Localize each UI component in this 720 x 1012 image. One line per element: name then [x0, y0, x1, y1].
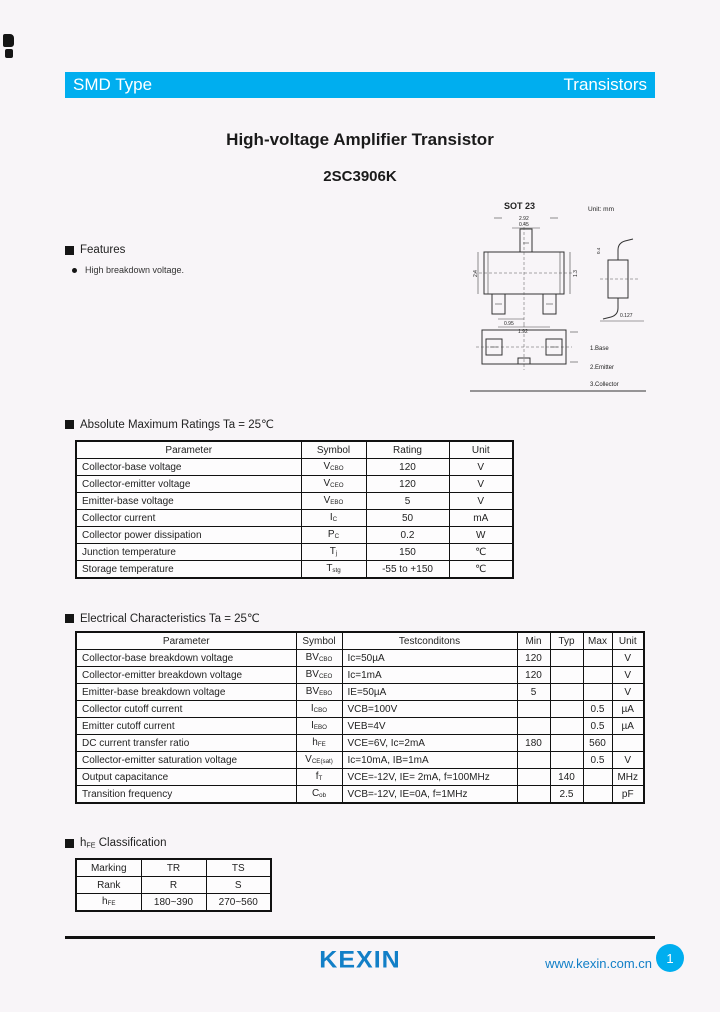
typ-cell — [550, 701, 583, 718]
ec-heading-label: Electrical Characteristics Ta = 25℃ — [80, 613, 260, 625]
symbol-base: BV — [305, 686, 320, 698]
cond-cell: IE=50µA — [342, 684, 517, 701]
pin-label-emitter: 2.Emitter — [590, 365, 615, 371]
rank-s-cell: S — [206, 877, 271, 894]
unit-cell: MHz — [612, 769, 644, 786]
hfe-heading-label: $h_{FE}$ Classification — [80, 837, 167, 850]
dim-label: 1.92 — [518, 329, 528, 335]
symbol-sub: ob — [319, 792, 327, 800]
param-cell: DC current transfer ratio — [76, 735, 296, 752]
symbol-sub: CBO — [318, 656, 333, 664]
marking-ts-cell: TS — [206, 859, 271, 877]
table-row — [76, 769, 644, 786]
ec-header-row — [76, 632, 644, 650]
min-cell: 5 — [517, 684, 550, 701]
dim-label: 0.95 — [504, 321, 514, 327]
rating-cell: 150 — [366, 544, 449, 561]
pin-label-base: 1.Base — [590, 346, 609, 352]
section-square-icon — [65, 614, 74, 623]
dim-label: 1.3 — [573, 270, 579, 277]
param-cell: Collector-emitter breakdown voltage — [76, 667, 296, 684]
symbol-base: I — [329, 512, 333, 524]
symbol-cell — [301, 510, 366, 527]
amr-header-row — [76, 441, 513, 459]
symbol-sub: stg — [332, 567, 341, 575]
dim-label: 2.92 — [519, 216, 529, 222]
symbol-base: V — [323, 461, 331, 473]
param-cell: Collector-emitter saturation voltage — [76, 752, 296, 769]
kexin-logo: KEXIN — [319, 946, 401, 974]
col-header-min: Min — [517, 632, 550, 650]
symbol-sub: T — [318, 775, 323, 783]
hfe-classification-table — [75, 858, 272, 912]
col-header-parameter: Parameter — [76, 441, 301, 459]
min-cell: 120 — [517, 667, 550, 684]
max-cell: 0.5 — [583, 718, 612, 735]
unit-cell: V — [449, 459, 513, 476]
rating-cell: -55 to +150 — [366, 561, 449, 579]
package-unit: Unit: mm — [588, 206, 614, 213]
unit-cell: W — [449, 527, 513, 544]
symbol-sub: CBO — [313, 707, 328, 715]
max-cell: 0.5 — [583, 752, 612, 769]
cond-cell: Ic=10mA, IB=1mA — [342, 752, 517, 769]
symbol-base: BV — [305, 652, 319, 664]
symbol-cell — [301, 527, 366, 544]
symbol-cell — [296, 650, 342, 667]
col-header-symbol: Symbol — [301, 441, 366, 459]
table-row — [76, 527, 513, 544]
unit-cell: ℃ — [449, 544, 513, 561]
param-cell: Emitter-base voltage — [76, 493, 301, 510]
cond-cell: Ic=1mA — [342, 667, 517, 684]
unit-cell: V — [612, 650, 644, 667]
cond-cell: VCB=100V — [342, 701, 517, 718]
page-title: High-voltage Amplifier Transistor — [226, 130, 494, 149]
symbol-sub: FE — [107, 900, 116, 908]
cond-cell: Ic=50µA — [342, 650, 517, 667]
header-left-label: SMD Type — [73, 75, 153, 94]
rating-cell: 120 — [366, 459, 449, 476]
electrical-characteristics-table — [75, 631, 645, 804]
amr-heading — [65, 417, 274, 431]
typ-cell — [550, 752, 583, 769]
col-header-max: Max — [583, 632, 612, 650]
unit-cell: V — [449, 493, 513, 510]
col-header-unit: Unit — [612, 632, 644, 650]
table-row — [76, 510, 513, 527]
unit-cell: V — [612, 752, 644, 769]
table-row — [76, 684, 644, 701]
symbol-cell — [301, 459, 366, 476]
col-header-rating: Rating — [366, 441, 449, 459]
min-cell — [517, 786, 550, 804]
symbol-base: V — [323, 495, 331, 507]
header-band — [65, 72, 655, 98]
symbol-sub: FE — [317, 741, 326, 749]
min-cell — [517, 769, 550, 786]
typ-cell: 2.5 — [550, 786, 583, 804]
scan-artifact — [5, 49, 13, 58]
symbol-sub: EBO — [313, 724, 327, 732]
hfe-label-cell — [76, 894, 141, 912]
cond-cell: VCE=-12V, IE= 2mA, f=100MHz — [342, 769, 517, 786]
max-cell: 560 — [583, 735, 612, 752]
symbol-base: C — [311, 788, 320, 800]
unit-cell: V — [449, 476, 513, 493]
hfe-range-tr-cell: 180~390 — [141, 894, 206, 912]
section-square-icon — [65, 420, 74, 429]
table-row — [76, 476, 513, 493]
symbol-base: BV — [305, 669, 319, 681]
rank-label-cell: Rank — [76, 877, 141, 894]
param-cell: Collector cutoff current — [76, 701, 296, 718]
symbol-sub: C — [332, 516, 338, 524]
table-row — [76, 877, 271, 894]
typ-cell: 140 — [550, 769, 583, 786]
unit-cell: µA — [612, 701, 644, 718]
hfe-heading — [65, 837, 166, 849]
param-cell: Collector current — [76, 510, 301, 527]
symbol-base: T — [329, 546, 336, 558]
table-row — [76, 561, 513, 579]
unit-cell: µA — [612, 718, 644, 735]
feature-item — [72, 265, 184, 275]
unit-cell: mA — [449, 510, 513, 527]
marking-label-cell: Marking — [76, 859, 141, 877]
dim-label: 0.4 — [596, 247, 601, 254]
typ-cell — [550, 667, 583, 684]
max-cell — [583, 786, 612, 804]
param-cell: Storage temperature — [76, 561, 301, 579]
symbol-base: h — [312, 737, 318, 749]
page-number-badge: 1 — [656, 944, 684, 972]
table-row — [76, 735, 644, 752]
param-cell: Collector-emitter voltage — [76, 476, 301, 493]
min-cell: 180 — [517, 735, 550, 752]
sot23-figure — [468, 196, 648, 396]
footer-rule — [65, 936, 655, 939]
table-row — [76, 544, 513, 561]
symbol-cell — [301, 561, 366, 579]
ec-heading — [65, 611, 260, 625]
unit-cell — [612, 735, 644, 752]
package-name: SOT 23 — [504, 201, 536, 211]
unit-cell: V — [612, 667, 644, 684]
symbol-cell — [296, 769, 342, 786]
table-row — [76, 459, 513, 476]
section-square-icon — [65, 839, 74, 848]
part-number: 2SC3906K — [323, 168, 397, 185]
typ-cell — [550, 735, 583, 752]
symbol-base: V — [323, 478, 331, 490]
symbol-cell — [301, 476, 366, 493]
features-heading — [65, 244, 125, 256]
min-cell — [517, 752, 550, 769]
symbol-cell — [296, 735, 342, 752]
symbol-base: I — [310, 703, 314, 715]
typ-cell — [550, 650, 583, 667]
rating-cell: 5 — [366, 493, 449, 510]
table-row — [76, 859, 271, 877]
table-row — [76, 786, 644, 804]
symbol-sub: CEO — [330, 482, 344, 490]
symbol-cell — [296, 718, 342, 735]
table-row — [76, 650, 644, 667]
param-cell: Collector-base voltage — [76, 459, 301, 476]
param-cell: Collector power dissipation — [76, 527, 301, 544]
table-row — [76, 493, 513, 510]
pin-label-collector: 3.Collector — [590, 382, 619, 388]
max-cell — [583, 650, 612, 667]
feature-item-label: High breakdown voltage. — [85, 265, 185, 275]
symbol-sub: CE(sat) — [311, 758, 333, 766]
col-header-unit: Unit — [449, 441, 513, 459]
table-row — [76, 894, 271, 912]
min-cell: 120 — [517, 650, 550, 667]
max-cell: 0.5 — [583, 701, 612, 718]
header-right-label: Transistors — [563, 75, 647, 94]
typ-cell — [550, 684, 583, 701]
symbol-cell — [301, 493, 366, 510]
param-cell: Output capacitance — [76, 769, 296, 786]
col-header-typ: Typ — [550, 632, 583, 650]
symbol-cell — [296, 667, 342, 684]
param-cell: Collector-base breakdown voltage — [76, 650, 296, 667]
scan-artifact — [3, 34, 14, 47]
hfe-range-ts-cell: 270~560 — [206, 894, 271, 912]
symbol-cell — [296, 786, 342, 804]
bullet-icon — [72, 268, 77, 273]
symbol-sub: CEO — [318, 673, 333, 681]
features-heading-label: Features — [80, 244, 126, 256]
param-cell: Emitter cutoff current — [76, 718, 296, 735]
table-row — [76, 718, 644, 735]
absolute-maximum-ratings-table — [75, 440, 514, 579]
symbol-base: P — [327, 529, 335, 541]
min-cell — [517, 718, 550, 735]
rating-cell: 0.2 — [366, 527, 449, 544]
symbol-sub: EBO — [319, 690, 333, 698]
symbol-base: T — [326, 563, 333, 575]
section-square-icon — [65, 246, 74, 255]
table-row — [76, 701, 644, 718]
symbol-sub: CBO — [330, 465, 344, 473]
min-cell — [517, 701, 550, 718]
package-drawing — [468, 196, 648, 396]
param-cell: Emitter-base breakdown voltage — [76, 684, 296, 701]
typ-cell — [550, 718, 583, 735]
symbol-sub: C — [334, 533, 340, 541]
cond-cell: VCE=6V, Ic=2mA — [342, 735, 517, 752]
unit-cell: ℃ — [449, 561, 513, 579]
dim-label: 0.45 — [519, 222, 529, 228]
col-header-testconditions: Testconditons — [342, 632, 517, 650]
unit-cell: V — [612, 684, 644, 701]
symbol-sub: j — [335, 550, 338, 558]
symbol-cell — [301, 544, 366, 561]
table-row — [76, 752, 644, 769]
amr-heading-label: Absolute Maximum Ratings Ta = 25℃ — [80, 419, 274, 431]
symbol-base: f — [315, 771, 319, 783]
symbol-base: I — [311, 720, 314, 732]
dim-label: 2.4 — [473, 270, 479, 277]
param-cell: Transition frequency — [76, 786, 296, 804]
max-cell — [583, 667, 612, 684]
max-cell — [583, 684, 612, 701]
symbol-cell — [296, 752, 342, 769]
rating-cell: 120 — [366, 476, 449, 493]
col-header-symbol: Symbol — [296, 632, 342, 650]
website-link[interactable]: www.kexin.com.cn — [545, 956, 652, 971]
param-cell: Junction temperature — [76, 544, 301, 561]
symbol-base: h — [102, 896, 108, 908]
cond-cell: VCB=-12V, IE=0A, f=1MHz — [342, 786, 517, 804]
rating-cell: 50 — [366, 510, 449, 527]
max-cell — [583, 769, 612, 786]
table-row — [76, 667, 644, 684]
col-header-parameter: Parameter — [76, 632, 296, 650]
symbol-cell — [296, 701, 342, 718]
cond-cell: VEB=4V — [342, 718, 517, 735]
dim-label: 0.127 — [620, 313, 633, 319]
marking-tr-cell: TR — [141, 859, 206, 877]
symbol-cell — [296, 684, 342, 701]
symbol-sub: EBO — [330, 499, 344, 507]
symbol-base: V — [305, 754, 312, 766]
rank-r-cell: R — [141, 877, 206, 894]
unit-cell: pF — [612, 786, 644, 804]
